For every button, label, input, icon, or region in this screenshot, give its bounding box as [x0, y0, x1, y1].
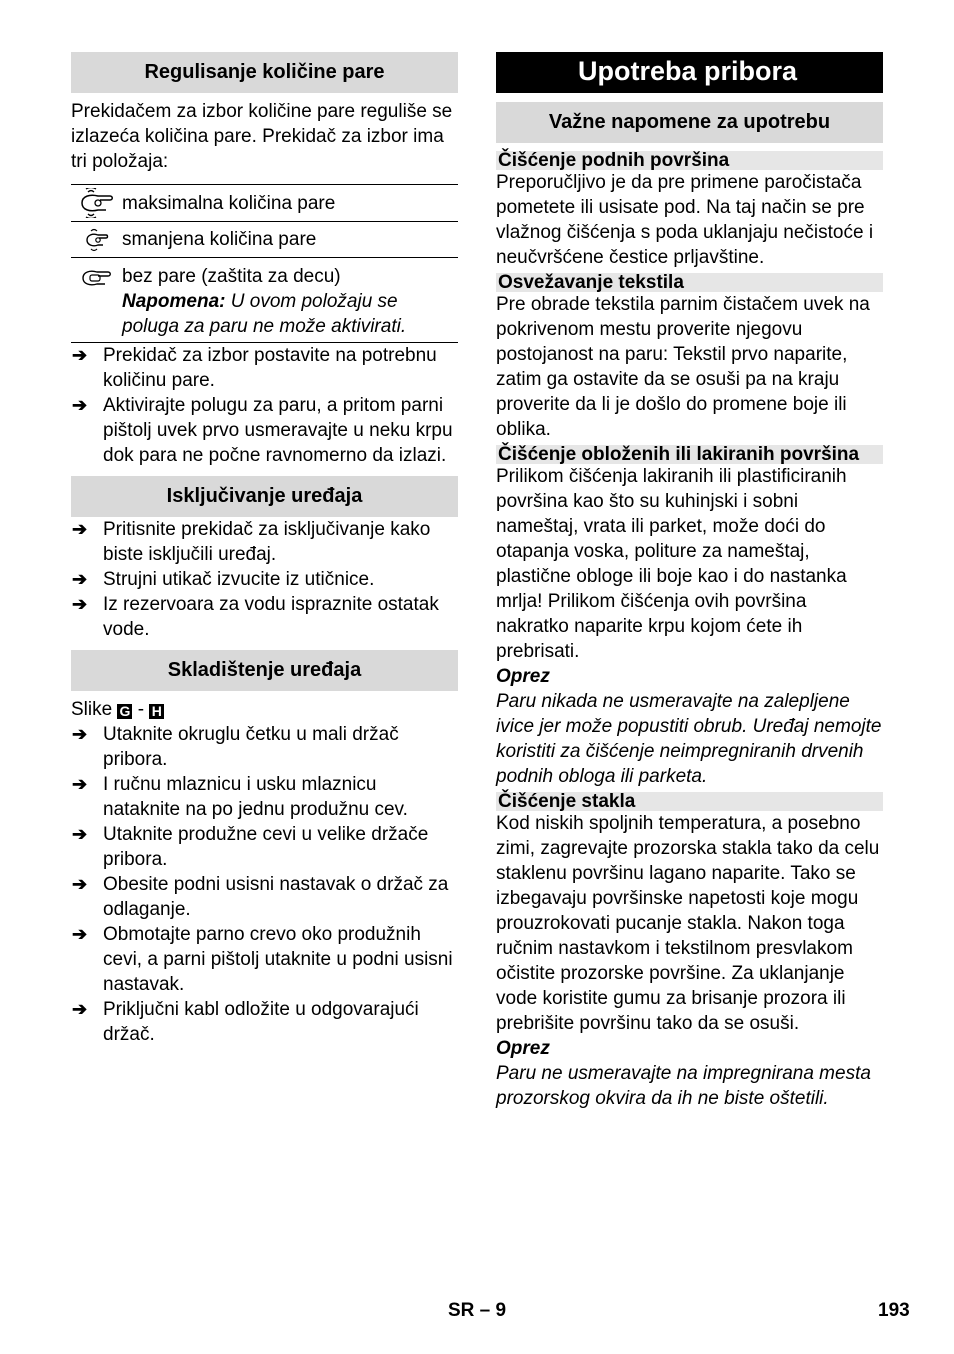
arrow-icon: ➔ — [72, 999, 88, 1019]
list-item: ➔ Iz rezervoara za vodu ispraznite ostatak vode. — [72, 594, 439, 640]
right-column — [496, 52, 883, 1111]
coated-surfaces-text: Prilikom čišćenja lakiranih ili plastificiranih površina kao što su kuhinjski i sobni nameštaj, vrata ili parket, može doći do otapanja voska, politure za nameštaj, plastične obloge ili boje kao i do nastanka mrlja! Prilikom čišćenja ovih površina nakratko naparite krpu kojom ćete ih prebrisati. — [496, 466, 847, 662]
steam-setting-label: maksimalna količina pare — [122, 192, 336, 214]
steam-setting-label: smanjena količina pare — [122, 229, 317, 250]
arrow-icon: ➔ — [72, 395, 88, 415]
subheading-coated-surfaces: Čišćenje obloženih ili lakiranih površina — [496, 445, 883, 464]
steam-regulation-intro: Prekidačem za izbor količine pare reguliše se izlazeća količina pare. Prekidač za izbor ima tri položaja: — [71, 101, 453, 172]
arrow-icon: ➔ — [72, 594, 88, 614]
textile-refresh-text: Pre obrade tekstila parnim čistačem uvek na pokrivenom mestu proverite njegovu postojanost na paru: Tekstil prvo naparite, zatim ga ostavite da se osuši pa na kraju proverite da li je došlo do promene boje ili oblika. — [496, 294, 870, 440]
figure-label-badge: H — [149, 704, 164, 719]
section-heading-usage-notes: Važne napomene za upotrebu — [496, 102, 883, 143]
figure-label-badge: G — [117, 704, 132, 719]
note-label: Napomena: — [122, 291, 226, 312]
regulation-steps — [71, 343, 458, 468]
arrow-icon: ➔ — [72, 724, 88, 744]
caution-text: Paru ne usmeravajte na impregnirana mesta prozorskog okvira da ih ne biste oštetili. — [496, 1063, 871, 1109]
steam-setting-label: bez pare (zaštita za decu) — [122, 266, 341, 287]
caution-text: Paru nikada ne usmeravajte na zalepljene ivice jer može popustiti obrub. Uređaj nemojte koristiti za čišćenje neimpregniranih drvenih podnih obloga ili parketa. — [496, 691, 882, 787]
subheading-glass-cleaning: Čišćenje stakla — [496, 792, 883, 811]
list-item: ➔ Priključni kabl odložite u odgovarajući držač. — [72, 999, 419, 1045]
arrow-icon: ➔ — [72, 569, 88, 589]
list-item: ➔ Strujni utikač izvucite iz utičnice. — [72, 569, 375, 590]
list-item: ➔ Utaknite okruglu četku u mali držač pribora. — [72, 724, 399, 770]
arrow-icon: ➔ — [72, 519, 88, 539]
subheading-textile-refresh: Osvežavanje tekstila — [496, 273, 883, 292]
caution-label: Oprez — [496, 1038, 550, 1059]
arrow-icon: ➔ — [72, 874, 88, 894]
subheading-floor-cleaning: Čišćenje podnih površina — [496, 151, 883, 170]
steam-setting-row — [71, 185, 458, 222]
glass-cleaning-text: Kod niskih spoljnih temperatura, a posebno zimi, zagrevajte prozorska stakla tako da celu staklenu površinu lagano naparite. Tako se izbegavaju površinske napetosti koje mogu prouzrokovati pucanje stakla. Nakon toga ručnim nastavkom i tekstilnom presvlakom očistite prozorske površine. Za uklanjanje vode koristite gumu za brisanje prozora ili prebrišite površinu tako da se osuši. — [496, 813, 880, 1034]
chapter-title: Upotreba pribora — [496, 52, 883, 93]
list-item: ➔ Obmotajte parno crevo oko produžnih cevi, a parni pištolj utaknite u podni usisni nastavak. — [72, 924, 453, 995]
section-heading-shutdown: Isključivanje uređaja — [71, 476, 458, 517]
list-item: ➔ Pritisnite prekidač za isključivanje kako biste isključili uređaj. — [72, 519, 431, 565]
list-item: ➔ I ručnu mlaznicu i usku mlaznicu nataknite na po jednu produžnu cev. — [72, 774, 408, 820]
figure-reference: Slike G - H — [71, 697, 458, 722]
list-item: ➔ Obesite podni usisni nastavak o držač za odlaganje. — [72, 874, 449, 920]
floor-cleaning-text: Preporučljivo je da pre primene paročistača pometete ili usisate pod. Na taj način se pre vlažnog čišćenja s poda uklanjaju nečistoće i neučvršćene čestice prljavštine. — [496, 172, 874, 268]
left-column — [71, 52, 458, 1047]
storage-steps — [71, 722, 458, 1047]
shutdown-steps — [71, 517, 458, 642]
footer-page-number: 193 — [878, 1300, 910, 1321]
list-item: ➔ Aktivirajte polugu za paru, a pritom parni pištolj uvek prvo usmeravajte u neku krpu dok para ne počne ravnomerno da izlazi. — [72, 395, 453, 466]
section-heading-steam-regulation: Regulisanje količine pare — [71, 52, 458, 93]
max-steam-icon — [71, 188, 122, 218]
steam-settings-table — [71, 184, 458, 343]
arrow-icon: ➔ — [72, 824, 88, 844]
footer-section-number: SR – 9 — [448, 1300, 507, 1321]
arrow-icon: ➔ — [72, 774, 88, 794]
list-item: ➔ Utaknite produžne cevi u velike držače pribora. — [72, 824, 429, 870]
steam-setting-row — [71, 222, 458, 258]
caution-label: Oprez — [496, 666, 550, 687]
reduced-steam-icon — [71, 228, 122, 252]
steam-setting-row — [71, 258, 458, 342]
note-text: U ovom položaju se poluga za paru ne može aktivirati. — [122, 291, 407, 337]
no-steam-icon — [71, 264, 122, 339]
list-item: ➔ Prekidač za izbor postavite na potrebnu količinu pare. — [72, 345, 437, 391]
arrow-icon: ➔ — [72, 345, 88, 365]
section-heading-storage: Skladištenje uređaja — [71, 650, 458, 691]
arrow-icon: ➔ — [72, 924, 88, 944]
